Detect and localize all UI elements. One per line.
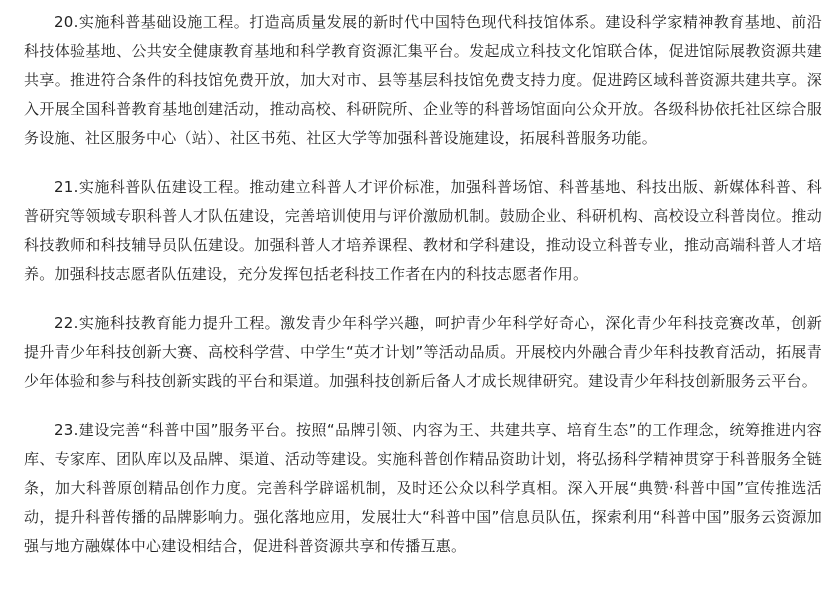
paragraph-21-talent-team: 21.实施科普队伍建设工程。推动建立科普人才评价标准，加强科普场馆、科普基地、科技出版、新媒体科普、科普研究等领域专职科普人才队伍建设，完善培训使用与评价激励机制。鼓励企业、科研机构、高校设立科普岗位。推动科技教师和科技辅导员队伍建设。加强科普人才培养课程、教材和学科建设，推动设立科普专业，推动高端科普人才培养。加强科技志愿者队伍建设，充分发挥包括老科技工作者在内的科技志愿者作用。 xyxy=(24,178,822,283)
paragraph-22-education: 22.实施科技教育能力提升工程。激发青少年科学兴趣，呵护青少年科学好奇心，深化青少年科技竞赛改革，创新提升青少年科技创新大赛、高校科学营、中学生“英才计划”等活动品质。开展校内外融合青少年科技教育活动，拓展青少年体验和参与科技创新实践的平台和渠道。加强科技创新后备人才成长规律研究。建设青少年科技创新服务云平台。 xyxy=(24,314,822,390)
document-body xyxy=(24,8,822,581)
paragraph-23-kepu-china-platform: 23.建设完善“科普中国”服务平台。按照“品牌引领、内容为王、共建共享、培育生态”的工作理念，统筹推进内容库、专家库、团队库以及品牌、渠道、活动等建设。实施科普创作精品资助计划，将弘扬科学精神贯穿于科普服务全链条，加大科普原创精品创作力度。完善科学辟谣机制，及时还公众以科学真相。深入开展“典赞·科普中国”宣传推选活动，提升科普传播的品牌影响力。强化落地应用，发展壮大“科普中国”信息员队伍，探索利用“科普中国”服务云资源加强与地方融媒体中心建设相结合，促进科普资源共享和传播互惠。 xyxy=(24,421,822,555)
paragraph-20-infrastructure: 20.实施科普基础设施工程。打造高质量发展的新时代中国特色现代科技馆体系。建设科学家精神教育基地、前沿科技体验基地、公共安全健康教育基地和科学教育资源汇集平台。发起成立科技文化馆联合体，促进馆际展教资源共建共享。推进符合条件的科技馆免费开放，加大对市、县等基层科技馆免费支持力度。促进跨区域科普资源共建共享。深入开展全国科普教育基地创建活动，推动高校、科研院所、企业等的科普场馆面向公众开放。各级科协依托社区综合服务设施、社区服务中心（站）、社区书苑、社区大学等加强科普设施建设，拓展科普服务功能。 xyxy=(24,13,822,147)
